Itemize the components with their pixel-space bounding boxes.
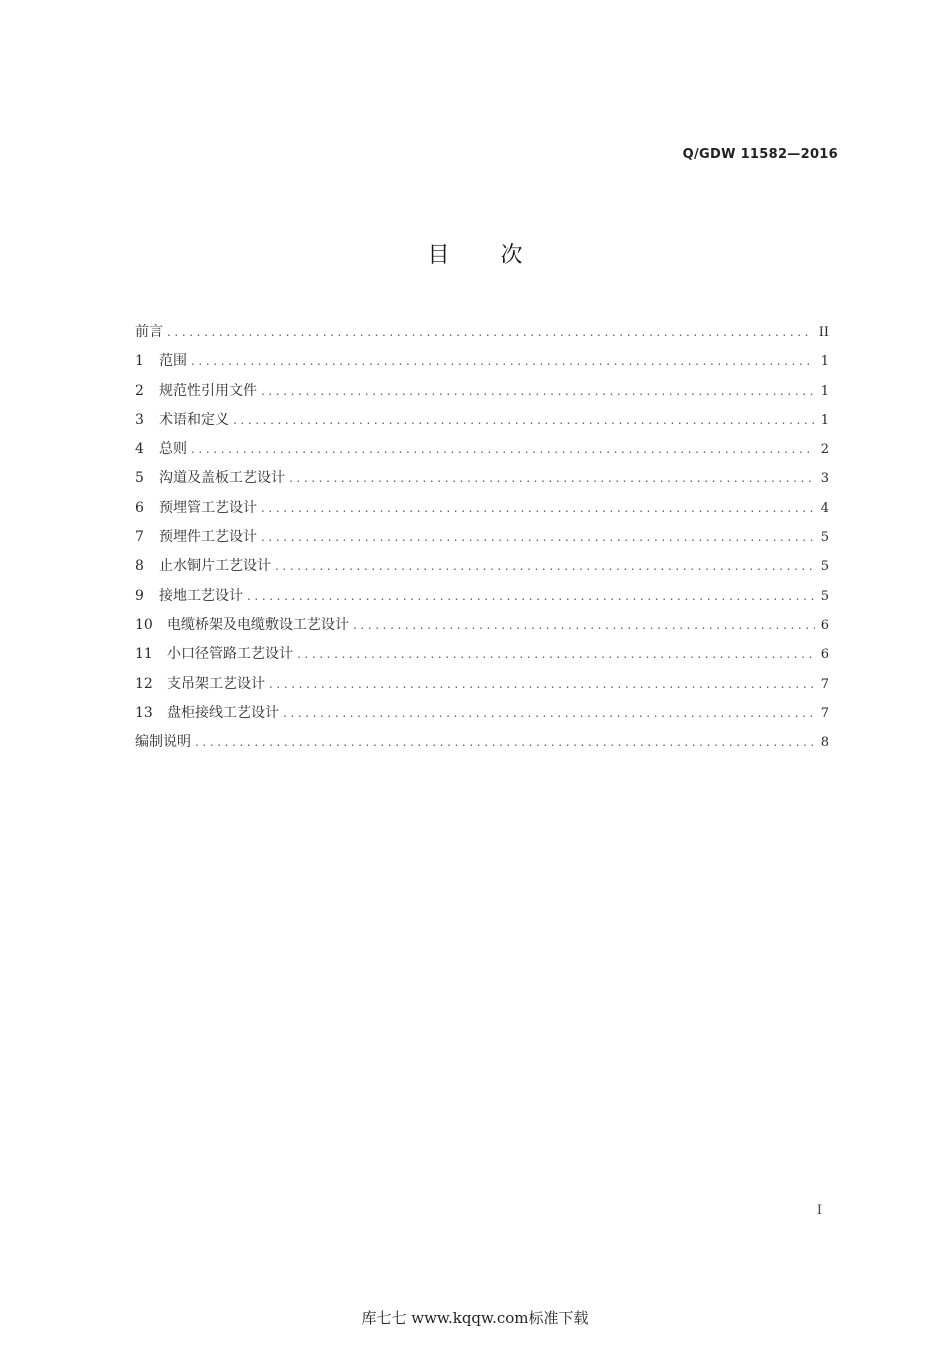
page-title: 目 次 bbox=[427, 243, 545, 268]
toc-entry-page: 5 bbox=[820, 559, 829, 575]
toc-entry-title: 规范性引用文件 bbox=[159, 382, 257, 399]
toc-dot-leader bbox=[269, 670, 815, 699]
toc-entry-page: 8 bbox=[820, 735, 829, 751]
toc-entry-title: 预埋管工艺设计 bbox=[159, 499, 257, 516]
toc-entry[interactable] bbox=[135, 494, 829, 523]
toc-entry[interactable] bbox=[135, 699, 829, 728]
toc-entry-page: 1 bbox=[820, 383, 829, 399]
toc-entry-number: 4 bbox=[135, 441, 144, 458]
toc-entry-page: 2 bbox=[820, 442, 829, 458]
toc-entry[interactable] bbox=[135, 406, 829, 435]
toc-entry-page: 7 bbox=[820, 676, 829, 692]
toc-dot-leader bbox=[191, 435, 815, 464]
toc-entry-page: 1 bbox=[820, 412, 829, 428]
toc-entry-title: 范围 bbox=[159, 353, 187, 370]
toc-entry-number: 1 bbox=[135, 353, 144, 370]
toc-entry-number: 11 bbox=[135, 646, 153, 663]
page-number: I bbox=[816, 1203, 822, 1218]
toc-entry-number: 12 bbox=[135, 675, 153, 692]
standard-code: Q/GDW 11582—2016 bbox=[682, 147, 838, 162]
toc-entry-page: 5 bbox=[820, 588, 829, 604]
toc-entry-title: 止水铜片工艺设计 bbox=[159, 558, 271, 575]
toc-dot-leader bbox=[195, 728, 815, 757]
toc-dot-leader bbox=[353, 611, 815, 640]
toc-dot-leader bbox=[297, 640, 815, 669]
toc-dot-leader bbox=[191, 347, 815, 376]
toc-entry[interactable] bbox=[135, 435, 829, 464]
toc-entry-title: 盘柜接线工艺设计 bbox=[167, 704, 279, 721]
toc-entry[interactable] bbox=[135, 347, 829, 376]
toc-entry[interactable] bbox=[135, 377, 829, 406]
toc-entry[interactable] bbox=[135, 728, 829, 757]
toc-entry-title: 小口径管路工艺设计 bbox=[167, 646, 293, 663]
toc-entry[interactable] bbox=[135, 640, 829, 669]
toc-entry[interactable] bbox=[135, 318, 829, 347]
watermark-text: 库七七 www.kqqw.com标准下载 bbox=[361, 1309, 589, 1327]
toc-entry-page: 6 bbox=[820, 647, 829, 663]
toc-entry[interactable] bbox=[135, 670, 829, 699]
toc-entry-title: 接地工艺设计 bbox=[159, 587, 243, 604]
toc-dot-leader bbox=[167, 318, 813, 347]
toc-entry[interactable] bbox=[135, 582, 829, 611]
toc-entry-title: 编制说明 bbox=[135, 734, 191, 751]
toc-entry-title: 沟道及盖板工艺设计 bbox=[159, 470, 285, 487]
toc-entry-title: 电缆桥架及电缆敷设工艺设计 bbox=[167, 616, 349, 633]
toc-entry[interactable] bbox=[135, 464, 829, 493]
toc-entry-number: 2 bbox=[135, 382, 144, 399]
toc-entry-page: 1 bbox=[820, 354, 829, 370]
toc-entry-page: 3 bbox=[820, 471, 829, 487]
toc-entry-page: 5 bbox=[820, 530, 829, 546]
toc-entry-number: 13 bbox=[135, 704, 153, 721]
toc-entry-number: 8 bbox=[135, 558, 144, 575]
toc-dot-leader bbox=[261, 523, 815, 552]
toc-dot-leader bbox=[247, 582, 815, 611]
toc-dot-leader bbox=[233, 406, 815, 435]
toc-dot-leader bbox=[283, 699, 815, 728]
toc-dot-leader bbox=[261, 494, 815, 523]
table-of-contents bbox=[135, 318, 829, 757]
toc-entry-number: 3 bbox=[135, 411, 144, 428]
toc-entry[interactable] bbox=[135, 523, 829, 552]
toc-entry-page: 4 bbox=[820, 500, 829, 516]
toc-entry-number: 6 bbox=[135, 499, 144, 516]
toc-entry-title: 支吊架工艺设计 bbox=[167, 675, 265, 692]
toc-entry-title: 前言 bbox=[135, 324, 163, 340]
toc-entry-page: 7 bbox=[820, 705, 829, 721]
toc-dot-leader bbox=[275, 552, 815, 581]
toc-entry[interactable] bbox=[135, 552, 829, 581]
toc-entry-number: 5 bbox=[135, 470, 144, 487]
toc-dot-leader bbox=[289, 464, 815, 493]
toc-entry-number: 9 bbox=[135, 587, 144, 604]
toc-entry-page: 6 bbox=[820, 617, 829, 633]
toc-entry-title: 总则 bbox=[159, 441, 187, 458]
toc-entry-title: 预埋件工艺设计 bbox=[159, 529, 257, 546]
toc-entry-number: 7 bbox=[135, 529, 144, 546]
toc-entry-page: II bbox=[818, 325, 829, 340]
toc-entry[interactable] bbox=[135, 611, 829, 640]
toc-dot-leader bbox=[261, 377, 815, 406]
toc-entry-title: 术语和定义 bbox=[159, 411, 229, 428]
toc-entry-number: 10 bbox=[135, 616, 153, 633]
